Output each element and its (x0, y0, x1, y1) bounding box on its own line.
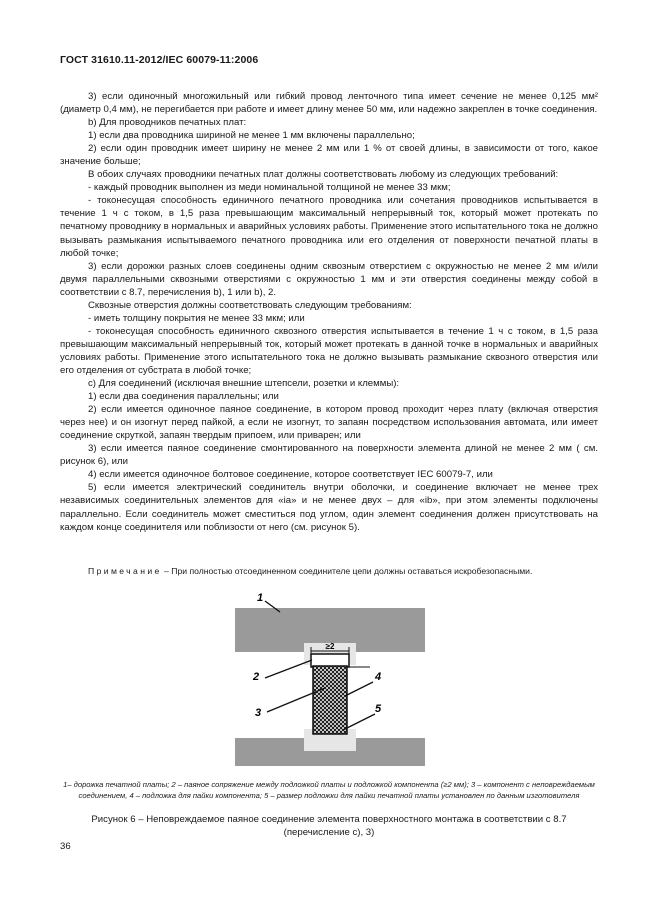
figure-drawing (225, 588, 435, 778)
paragraph: В обоих случаях проводники печатных плат должны соответствовать любому из следующих требований: (88, 169, 559, 181)
note-text: – При полностью отсоединенном соединителе цепи должны оставаться искробезопасными. (161, 566, 533, 576)
paragraph: с) Для соединений (исключая внешние штепсели, розетки и клеммы): (88, 378, 400, 390)
paragraph: 4) если имеется одиночное болтовое соединение, которое соответствует IEC 60079-7, или (88, 469, 493, 481)
component-body (313, 666, 347, 734)
dimension-label: ≥2 (325, 642, 335, 651)
paragraph: 3) если одиночный многожильный или гибкий провод ленточного типа имеет сечение не менее 0,125 мм² (диаметр 0,4 мм), не перегибается при работе и имеет длину менее 50 мм, или надежно закреплен в точке соединения. (60, 91, 598, 116)
paragraph: - иметь толщину покрытия не менее 33 мкм; или (88, 312, 305, 324)
paragraph: 2) если имеется одиночное паяное соединение, в котором провод проходит через плату (включая отверстия через нее) и он изогнут перед пайкой, а если не изогнут, то запаян посредством использования автомата, или имеет соединение скруткой, запаян твердым припоем, или приварен; или (60, 404, 598, 442)
note (60, 565, 598, 577)
paragraph: Сквозные отверстия должны соответствовать следующим требованиям: (88, 299, 412, 311)
callout-3: 3 (255, 707, 262, 719)
figure-caption: Рисунок 6 – Неповреждаемое паяное соединение элемента поверхностного монтажа в соответствии с 8.7 (перечисление с), 3) (91, 814, 567, 838)
paragraph: - токонесущая способность единичного печатного проводника или сочетания проводников испытывается в течение 1 ч с током, в 1,5 раза превышающим максимальный непрерывный ток, который может протекать по печатному проводнику в нормальных и аварийных условиях работы. Применение этого испытательного тока не должно вызывать размыкания испытываемого печатного проводника или его отделения от поверхности печатной платы в любой точке; (60, 195, 598, 259)
paragraph: 3) если дорожки разных слоев соединены одним сквозным отверстием с окружностью не менее 2 мм и/или двумя параллельными сквозными отверстиями с окружностью 1 мм и эти отверстия соединены между собой в соответствии с 8.7, перечисления b), 1 или b), 2. (60, 260, 598, 298)
paragraph: 5) если имеется электрический соединитель внутри оболочки, и соединение включает не менее трех независимых соединительных элементов для «ia» и не менее двух – для «ib», при этом элементы подключены параллельно. Если соединитель может сместиться под углом, один элемент соединения должен присутствовать на каждом конце соединителя или поблизости от него (см. рисунок 5). (60, 482, 598, 533)
component-terminal (311, 654, 349, 667)
callout-5: 5 (375, 703, 382, 715)
paragraph: 1) если два соединения параллельны; или (88, 391, 279, 403)
paragraph: b) Для проводников печатных плат: (88, 117, 247, 129)
callout-1: 1 (257, 592, 264, 604)
document-header: ГОСТ 31610.11-2012/IEC 60079-11:2006 (60, 54, 259, 66)
page-number: 36 (60, 841, 71, 852)
figure-6 (225, 588, 435, 778)
paragraph: 2) если один проводник имеет ширину не менее 2 мм или 1 % от своей длины, в зависимости от того, какое значение больше; (60, 143, 598, 168)
callout-4: 4 (375, 671, 382, 683)
paragraph: - токонесущая способность единичного сквозного отверстия испытывается в течение 1 ч с током, в 1,5 раза превышающим максимальный непрерывный ток, который может протекать в данной точке в нормальных и аварийных условиях работы. Применение этого испытательного тока не должно вызывать размыкание сквозного отверстия или его отделения от субстрата в любой точке; (60, 325, 598, 376)
callout-2: 2 (253, 671, 260, 683)
note-label: Примечание (88, 566, 162, 576)
paragraph: - каждый проводник выполнен из меди номинальной толщиной не менее 33 мкм; (88, 182, 451, 194)
paragraph: 1) если два проводника шириной не менее 1 мм включены параллельно; (88, 130, 415, 142)
paragraph: 3) если имеется паяное соединение смонтированного на поверхности элемента длиной не менее 2 мм ( см. рисунок 6), или (60, 443, 598, 468)
body-text (60, 90, 598, 534)
figure-legend: 1– дорожка печатной платы; 2 – паяное сопряжение между подложкой платы и подложкой компонента (≥2 мм); 3 – компонент с неповреждаемым соединением, 4 – подложка для пайки компонента; 5 – размер подложки для пайки печатной платы установлен по данным изготовителя (63, 780, 595, 801)
